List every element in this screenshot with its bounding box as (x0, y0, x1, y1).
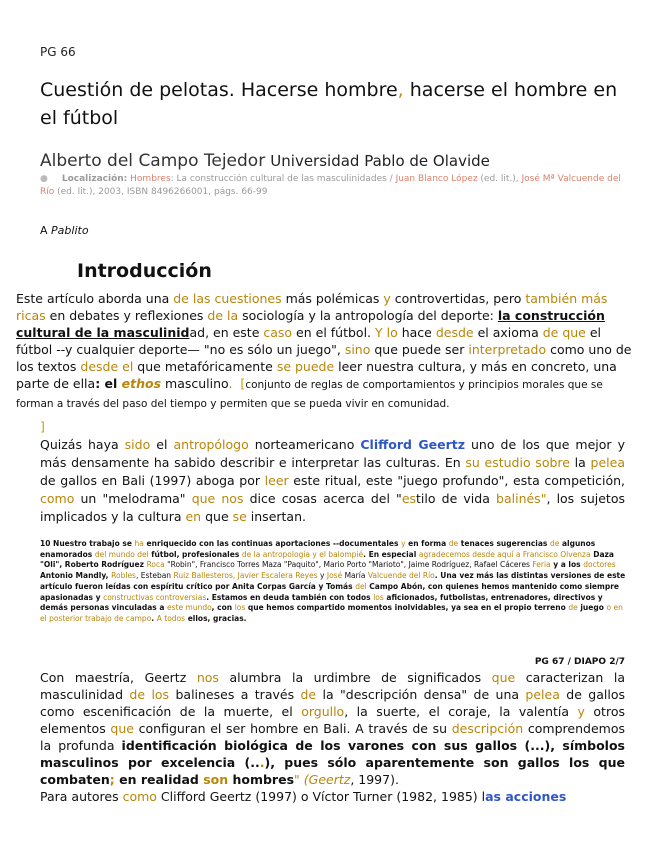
author-affiliation: Universidad Pablo de Olavide (270, 152, 490, 170)
page-label-2: PG 67 / DIAPO 2/7 (534, 657, 625, 667)
author-line (40, 151, 490, 171)
footnote: 10 Nuestro trabajo se ha enriquecido con las continuas aportaciones --documentales y en forma de tenaces sugerencias de algunos enamorados del mundo del fútbol, profesionales de la antropología y el balompié. En especial agradecemos desde aquí a Francisco Olvenza Daza "Oli", Roberto Rodríguez Roca "Robin", Francisco Torres Maza "Paquito", Mario Porto "Marioto", Jaime Rodríguez, Rafael Cáceres Feria y a los doctores Antonio Mandly, Robles, Esteban Ruiz Ballesteros, Javier Escalera Reyes y José María Valcuende del Río. Una vez más las distintas versiones de este artículo fueron leídas con espíritu crítico por Anita Corpas García y Tomás del Campo Abón, con quienes hemos mantenido como siempre apasionadas y constructivas controversias. Estamos en deuda también con todos los aficionados, futbolistas, entrenadores, directivos y demás personas vinculadas a este mundo, con los que hemos compartido momentos inolvidables, ya sea en el propio terreno de juego o en el posterior trabajo de campo. A todos ellos, gracias. (40, 539, 626, 623)
intro-paragraph: Este artículo aborda una de las cuestiones más polémicas y controvertidas, pero también más ricas en debates y reflexiones de la sociología y la antropología del deporte: la construcción cultural de la masculinidad, en este caso en el fútbol. Y lo hace desde el axioma de que el fútbol --y cualquier deporte— "no es sólo un juego", sino que puede ser interpretado como uno de los textos desde el que metafóricamente se puede leer nuestra cultura, y más en concreto, una parte de ella: el ethos masculino. [conjunto de reglas de comportamientos y principios morales que se forman a través del paso del tiempo y permiten que se pueda vivir en comunidad. (16, 291, 632, 410)
author-name: Alberto del Campo Tejedor (40, 151, 266, 171)
link-acciones[interactable]: as acciones (485, 789, 567, 804)
page-label: PG 66 (40, 45, 76, 59)
quote-block: ] Quizás haya sido el antropólogo norteamericano Clifford Geertz uno de los que mejor y más densamente ha sabido describir e interpretar las culturas. En su estudio sobre la pelea de gallos en Bali (1997) aboga por leer este ritual, este "juego profundo", esta competición, como un "melodrama" que nos dice cosas acerca del "estilo de vida balinés", los sujetos implicados y la cultura en que se insertan. (40, 419, 625, 524)
key-phrase: la construcción cultural de la masculinid (16, 308, 605, 340)
closing-bracket: ] (40, 419, 45, 434)
link-editor-valcuende[interactable]: José Mª Valcuende del Río (40, 174, 621, 197)
location-reference: ● Localización: Hombres: La construcción cultural de las masculinidades / Juan Blanco López (ed. lit.), José Mª Valcuende del Río (ed. lit.), 2003, ISBN 8496266001, págs. 66-99 (40, 174, 621, 197)
section-heading: Introducción (77, 260, 212, 282)
bullet-icon: ● (40, 174, 48, 184)
link-hombres[interactable]: Hombres (130, 174, 171, 184)
definition-note: conjunto de reglas de comportamientos y principios morales que se forman a través del paso del tiempo y permiten que se pueda vivir en comunidad. (16, 379, 603, 410)
paragraph-2: Con maestría, Geertz nos alumbra la urdimbre de significados que caracterizan la masculinidad de los balineses a través de la "descripción densa" de una pelea de gallos como escenificación de la muerte, el orgullo, la suerte, el coraje, la valentía y otros elementos que configuran el ser hombre en Bali. A través de su descripción comprendemos la profunda identificación biológica de los varones con sus gallos (...), símbolos masculinos por excelencia (...), pues sólo aparentemente son gallos los que combaten; en realidad son hombres" (Geertz, 1997). Para autores como Clifford Geertz (1997) o Víctor Turner (1982, 1985) las acciones (40, 670, 626, 804)
author-link-geertz[interactable]: Clifford Geertz (360, 437, 465, 452)
dedication: A Pablito (40, 224, 89, 237)
page-title: Cuestión de pelotas. Hacerse hombre, hacerse el hombre en el fútbol (40, 78, 618, 129)
link-editor-blanco[interactable]: Juan Blanco López (395, 174, 478, 184)
